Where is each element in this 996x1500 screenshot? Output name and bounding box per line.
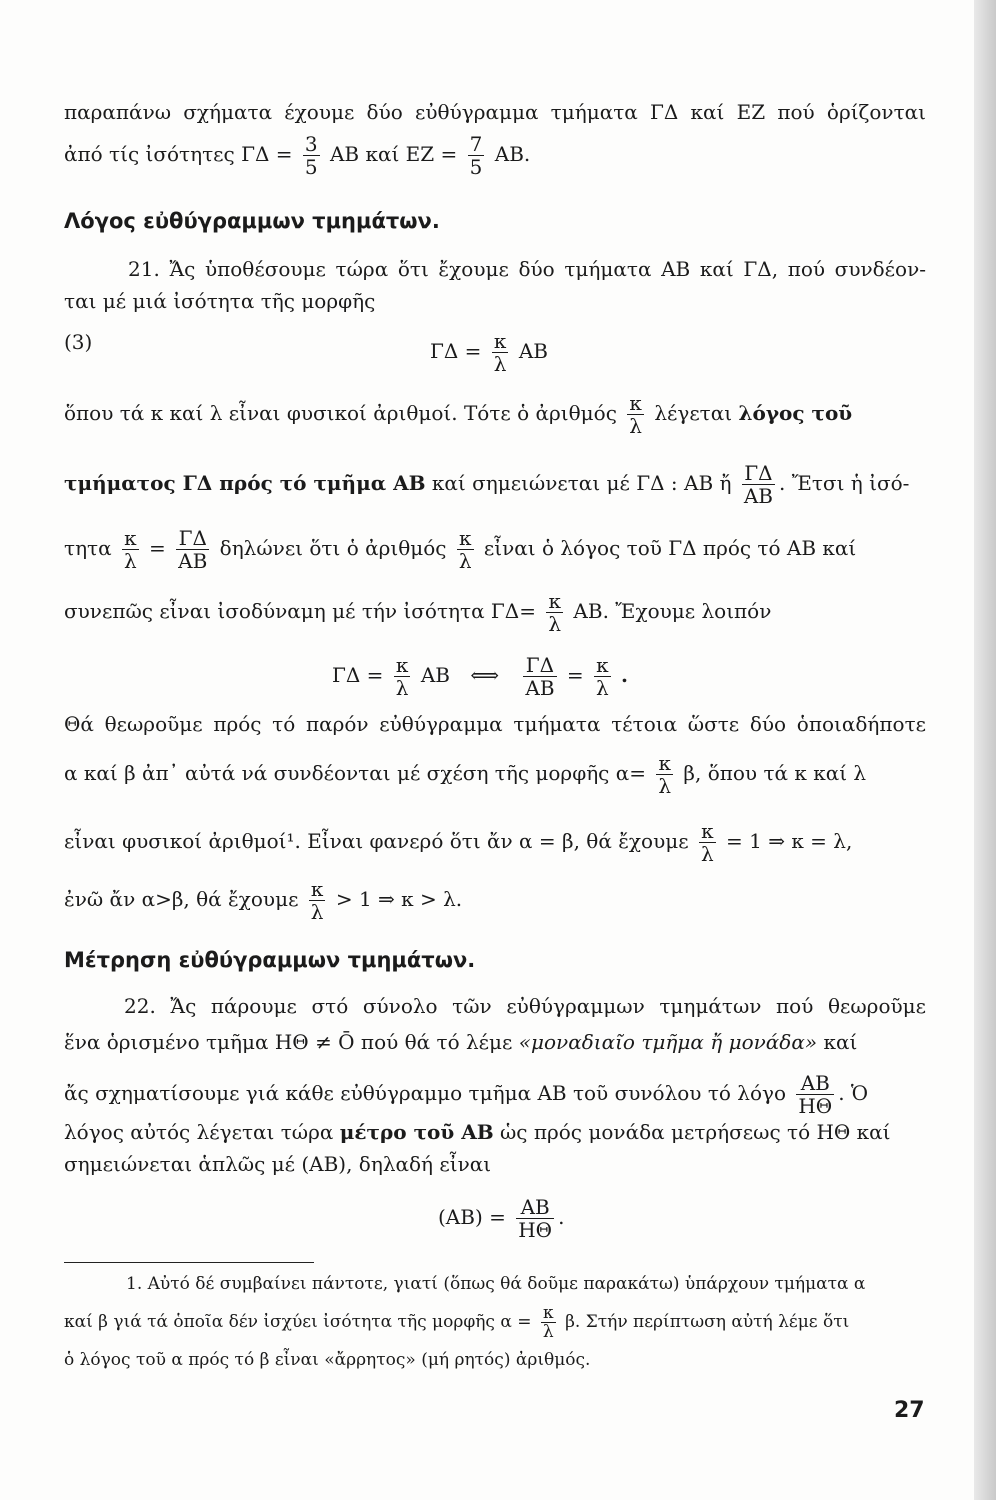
footnote-line: καί β γιά τά ὁποῖα δέν ἰσχύει ἰσότητα τῆς μορφῆς α = $\frac{\kappa}{\lambda}$ β. Στήν περίπτωση αὐτή λέμε ὅτι <box>64 1303 850 1342</box>
section-heading: Λόγος εὐθύγραμμων τμημάτων. <box>64 209 440 233</box>
fraction: $\frac{\kappa}{\lambda}$ <box>458 526 472 573</box>
text-line: ται μέ μιά ἰσότητα τῆς μορφῆς <box>64 289 376 313</box>
fraction: $\frac{\Gamma\Delta}{AB}$ <box>525 653 555 700</box>
text-line: ὅπου τά κ καί λ εἶναι φυσικοί ἀριθμοί. Τότε ὁ ἀριθμός $\frac{\kappa}{\lambda}$ λέγεται λόγος τοῦ <box>64 391 853 438</box>
fraction: $\frac{\kappa}{\lambda}$ <box>395 653 409 700</box>
fraction: $\frac{3}{5}$ <box>304 132 318 179</box>
fraction: $\frac{\kappa}{\lambda}$ <box>123 526 137 573</box>
text-line: ἀπό τίς ἰσότητες ΓΔ = $\frac{3}{5}$ ΑΒ καί ΕΖ = $\frac{7}{5}$ ΑΒ. <box>64 132 531 179</box>
text-line: τητα $\frac{\kappa}{\lambda}$ = $\frac{\Gamma\Delta}{AB}$ δηλώνει ὅτι ὁ ἀριθμός $\frac{\kappa}{\lambda}$ εἶναι ὁ λόγος τοῦ ΓΔ πρός τό ΑΒ καί <box>64 526 857 573</box>
text-line: 22. Ἄς πάρουμε στό σύνολο τῶν εὐθύγραμμων τμημάτων πού θεωροῦμε <box>124 994 926 1018</box>
text-line: τμήματος ΓΔ πρός τό τμῆμα ΑΒ καί σημειώνεται μέ ΓΔ : ΑΒ ἤ $\frac{\Gamma\Delta}{AB}$ . Ἔτσι ἡ ἰσό- <box>64 461 910 508</box>
fraction: $\frac{\Gamma\Delta}{AB}$ <box>178 526 208 573</box>
equation-label: (3) <box>64 330 93 354</box>
fraction: $\frac{\kappa}{\lambda}$ <box>629 391 642 438</box>
text-line: συνεπῶς εἶναι ἰσοδύναμη μέ τήν ἰσότητα ΓΔ= $\frac{\kappa}{\lambda}$ ΑΒ. Ἔχουμε λοιπόν <box>64 589 772 636</box>
text-line: παραπάνω σχήματα έχουμε δύο εὐθύγραμμα τμήματα ΓΔ καί ΕΖ πού ὁρίζονται <box>64 100 926 124</box>
fraction: $\frac{\kappa}{\lambda}$ <box>548 589 562 636</box>
fraction: $\frac{\kappa}{\lambda}$ <box>658 751 672 798</box>
text-line: ἐνῶ ἄν α>β, θά ἔχουμε $\frac{\kappa}{\lambda}$ > 1 ⇒ κ > λ. <box>64 877 463 924</box>
fraction: $\frac{7}{5}$ <box>469 132 483 179</box>
equivalence-arrow: ⟺ <box>470 663 500 687</box>
footnote-rule <box>64 1262 314 1263</box>
fraction: $\frac{\kappa}{\lambda}$ <box>700 819 714 866</box>
text-line: λόγος αὐτός λέγεται τώρα μέτρο τοῦ ΑΒ ὡς πρός μονάδα μετρήσεως τό ΗΘ καί <box>64 1120 891 1144</box>
fraction: $\frac{\kappa}{\lambda}$ <box>596 653 609 700</box>
fraction: $\frac{\kappa}{\lambda}$ <box>310 877 324 924</box>
footnote-line: ὁ λόγος τοῦ α πρός τό β εἶναι «ἄρρητος» (μή ρητός) ἀριθμός. <box>64 1350 591 1370</box>
equation-3: (3) ΓΔ = $\frac{\kappa}{\lambda}$ ΑΒ <box>64 329 548 376</box>
text-line: εἶναι φυσικοί ἀριθμοί¹. Εἶναι φανερό ὅτι ἄν α = β, θά ἔχουμε $\frac{\kappa}{\lambda}$ = 1 ⇒ κ = λ, <box>64 819 853 866</box>
text-line: 21. Ἄς ὑποθέσουμε τώρα ὅτι ἔχουμε δύο τμήματα ΑΒ καί ΓΔ, πού συνδέον- <box>128 257 926 281</box>
text-line: ἄς σχηματίσουμε γιά κάθε εὐθύγραμμο τμῆμα ΑΒ τοῦ συνόλου τό λόγο $\frac{AB}{H\Theta}$ . Ὁ <box>64 1071 869 1118</box>
footnote-line: 1. Αὐτό δέ συμβαίνει πάντοτε, γιατί (ὅπως θά δοῦμε παρακάτω) ὑπάρχουν τμήματα α <box>126 1274 866 1294</box>
fraction: $\frac{AB}{H\Theta}$ <box>518 1195 553 1242</box>
text-line: Θά θεωροῦμε πρός τό παρόν εὐθύγραμμα τμήματα τέτοια ὥστε δύο ὁποιαδήποτε <box>64 712 926 736</box>
text-line: σημειώνεται ἁπλῶς μέ (ΑΒ), δηλαδή εἶναι <box>64 1152 492 1176</box>
fraction: $\frac{\kappa}{\lambda}$ <box>542 1303 554 1342</box>
section-heading: Μέτρηση εὐθύγραμμων τμημάτων. <box>64 948 476 972</box>
fraction: $\frac{\Gamma\Delta}{AB}$ <box>743 461 773 508</box>
page-edge-shadow <box>974 0 996 1500</box>
text-line: α καί β ἀπ᾽ αὐτά νά συνδέονται μέ σχέση τῆς μορφῆς α= $\frac{\kappa}{\lambda}$ β, ὅπου τά κ καί λ <box>64 751 867 798</box>
text-line: ἕνα ὁρισμένο τμῆμα ΗΘ ≠ Ō πού θά τό λέμε «μοναδιαῖο τμῆμα ἤ μονάδα» καί <box>64 1030 858 1054</box>
fraction: $\frac{\kappa}{\lambda}$ <box>493 329 507 376</box>
page-number: 27 <box>894 1398 925 1423</box>
fraction: $\frac{AB}{H\Theta}$ <box>798 1071 833 1118</box>
